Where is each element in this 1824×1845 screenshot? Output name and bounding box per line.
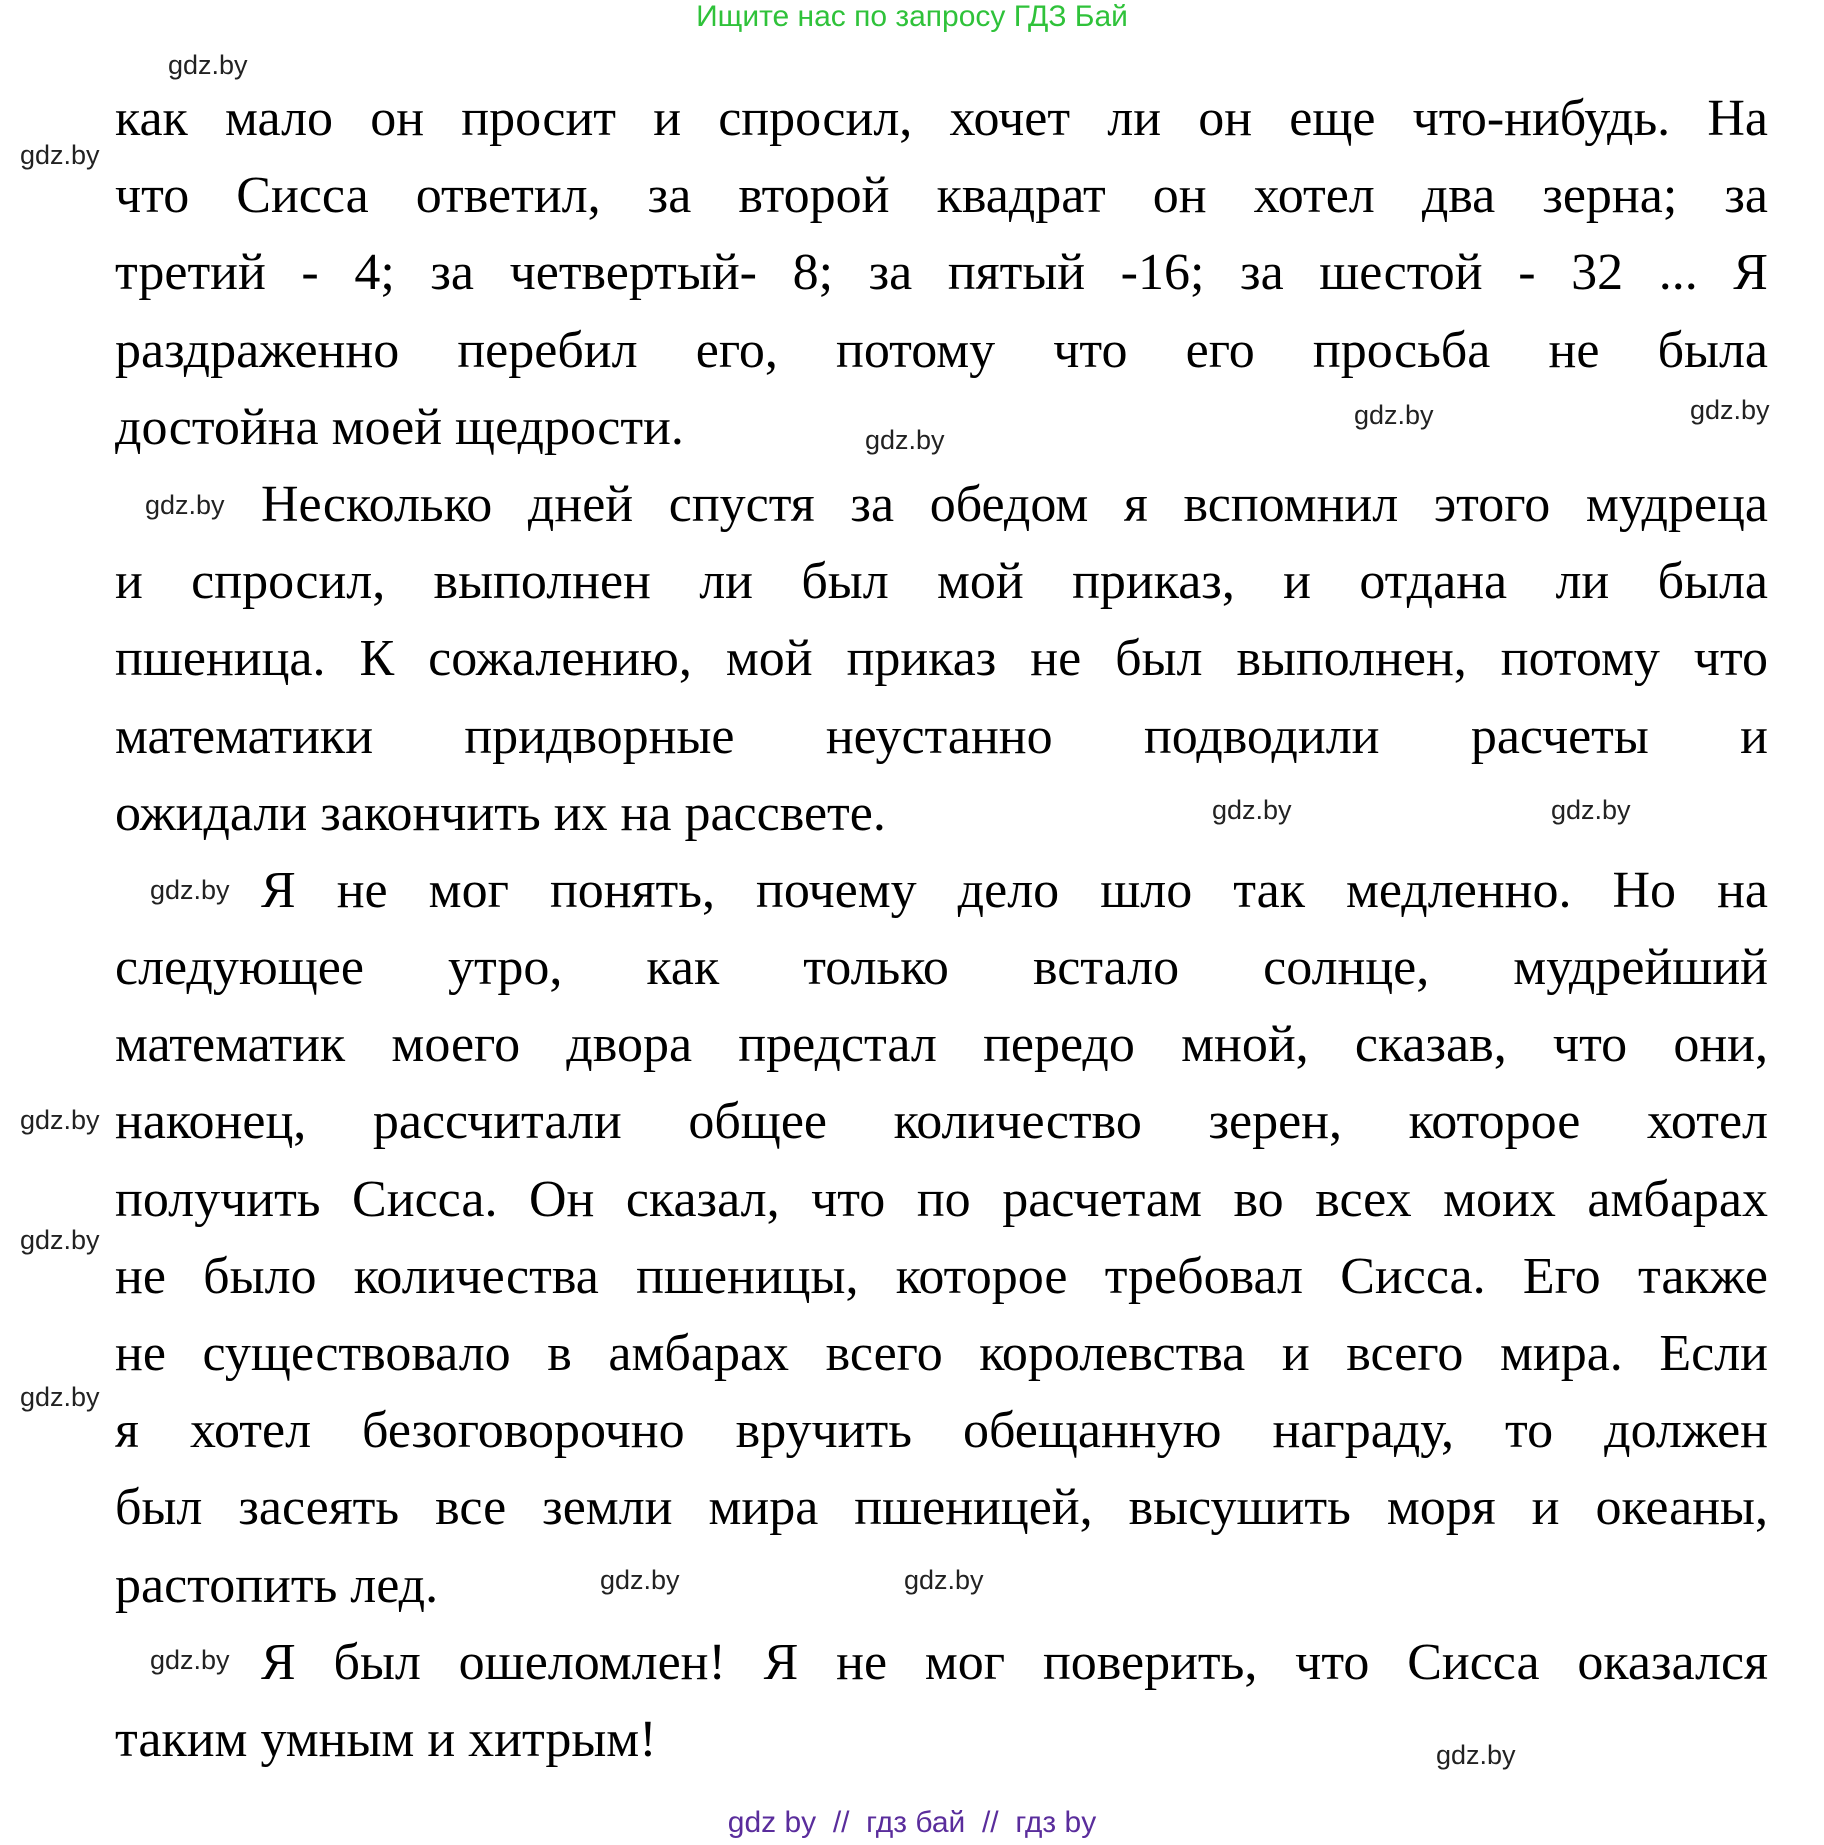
text-line: пшеница. К сожалению, мой приказ не был выполнен, потому что — [115, 630, 1768, 688]
text-line: математики придворные неустанно подводили расчеты и — [115, 707, 1768, 765]
text-line: следующее утро, как только встало солнце, мудрейший — [115, 939, 1768, 997]
promo-header: Ищите нас по запросу ГДЗ Бай — [696, 0, 1128, 33]
text-line: третий - 4; за четвертый- 8; за пятый -16; за шестой - 32 ... Я — [115, 244, 1768, 302]
text-line: не существовало в амбарах всего королевства и всего мира. Если — [115, 1325, 1768, 1382]
text-line: что Сисса ответил, за второй квадрат он хотел два зерна; за — [115, 167, 1768, 225]
watermark: gdz.by — [20, 140, 100, 170]
text-line: достойна моей щедрости. — [115, 398, 684, 456]
watermark: gdz.by — [168, 50, 248, 80]
text-line: Несколько дней спустя за обедом я вспомнил этого мудреца — [261, 475, 1768, 533]
watermark: gdz.by — [1354, 400, 1434, 430]
footer-links: gdz by // гдз бай // гдз by — [727, 1806, 1097, 1839]
watermark: gdz.by — [20, 1382, 100, 1412]
text-line: таким умным и хитрым! — [115, 1710, 657, 1768]
document-body — [115, 80, 1768, 1778]
text-line: Я не мог понять, почему дело шло так медленно. Но на — [261, 861, 1768, 919]
watermark: gdz.by — [150, 1645, 230, 1675]
watermark: gdz.by — [145, 490, 225, 520]
text-line: и спросил, выполнен ли был мой приказ, и отдана ли была — [115, 553, 1768, 611]
text-line: я хотел безоговорочно вручить обещанную награду, то должен — [115, 1402, 1768, 1460]
text-line: как мало он просит и спросил, хочет ли он еще что-нибудь. На — [115, 90, 1768, 147]
watermark: gdz.by — [20, 1105, 100, 1135]
text-line: Я был ошеломлен! Я не мог поверить, что Сисса оказался — [261, 1633, 1768, 1691]
text-line: математик моего двора предстал передо мной, сказав, что они, — [115, 1016, 1768, 1074]
text-line: растопить лед. — [115, 1556, 439, 1614]
watermark: gdz.by — [904, 1565, 984, 1595]
text-line: был засеять все земли мира пшеницей, высушить моря и океаны, — [115, 1479, 1768, 1537]
watermark: gdz.by — [150, 875, 230, 905]
watermark: gdz.by — [1551, 795, 1631, 825]
watermark: gdz.by — [865, 425, 945, 455]
text-line: ожидали закончить их на рассвете. — [115, 784, 886, 842]
watermark: gdz.by — [20, 1225, 100, 1255]
watermark: gdz.by — [1436, 1740, 1516, 1770]
watermark: gdz.by — [1212, 795, 1292, 825]
watermark: gdz.by — [600, 1565, 680, 1595]
text-line: получить Сисса. Он сказал, что по расчетам во всех моих амбарах — [115, 1170, 1768, 1228]
text-line: раздраженно перебил его, потому что его просьба не была — [115, 321, 1768, 379]
watermark: gdz.by — [1690, 395, 1770, 425]
text-line: не было количества пшеницы, которое требовал Сисса. Его также — [115, 1247, 1768, 1305]
text-line: наконец, рассчитали общее количество зерен, которое хотел — [115, 1093, 1768, 1151]
